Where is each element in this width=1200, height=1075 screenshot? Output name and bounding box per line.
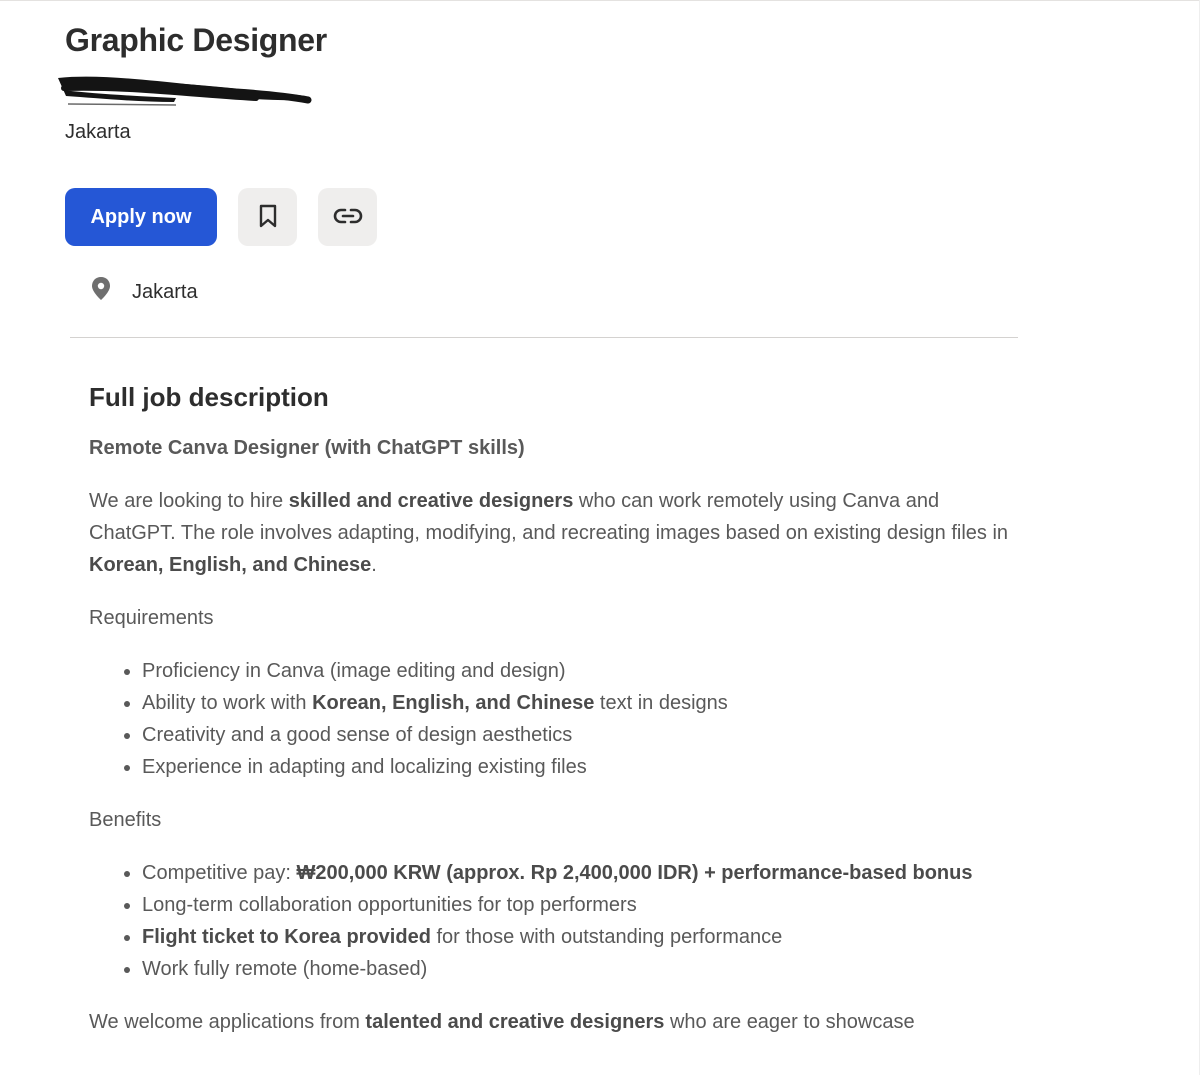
location-pin-icon [90,276,112,307]
save-job-button[interactable] [238,188,297,246]
list-item: • Flight ticket to Korea provided for those with outstanding performance [142,921,1019,953]
company-name-redacted [56,72,314,110]
list-item: • Proficiency in Canva (image editing and design) [142,655,1019,687]
link-icon [333,207,363,228]
benefits-label: Benefits [89,809,162,831]
requirements-list [89,655,1019,783]
location-row [90,276,198,307]
intro-paragraph: We are looking to hire skilled and creative designers who can work remotely using Canva and ChatGPT. The role involves adapting, modifying, and recreating images based on existing design files in Korean, English, and Chinese. [89,490,1009,576]
bookmark-icon [257,203,279,232]
requirements-label: Requirements [89,607,214,629]
list-item: • Long-term collaboration opportunities for top performers [142,889,1019,921]
description-subtitle: Remote Canva Designer (with ChatGPT skills) [89,437,525,459]
list-item: • Work fully remote (home-based) [142,953,1019,985]
benefits-list [89,857,1019,985]
outro-paragraph: We welcome applications from talented and creative designers who are eager to showcase [89,1011,915,1033]
section-divider [70,337,1018,338]
job-title: Graphic Designer [65,22,327,58]
list-item: • Creativity and a good sense of design aesthetics [142,719,1019,751]
apply-now-button[interactable]: Apply now [65,188,217,246]
top-border [0,0,1200,1]
list-item: • Experience in adapting and localizing existing files [142,751,1019,783]
description-heading: Full job description [89,382,329,412]
header-location: Jakarta [65,121,131,143]
location-label: Jakarta [132,280,198,303]
list-item: • Competitive pay: ₩200,000 KRW (approx. Rp 2,400,000 IDR) + performance-based bonus [142,857,1019,889]
job-description [89,380,1019,1038]
copy-link-button[interactable] [318,188,377,246]
list-item: • Ability to work with Korean, English, and Chinese text in designs [142,687,1019,719]
